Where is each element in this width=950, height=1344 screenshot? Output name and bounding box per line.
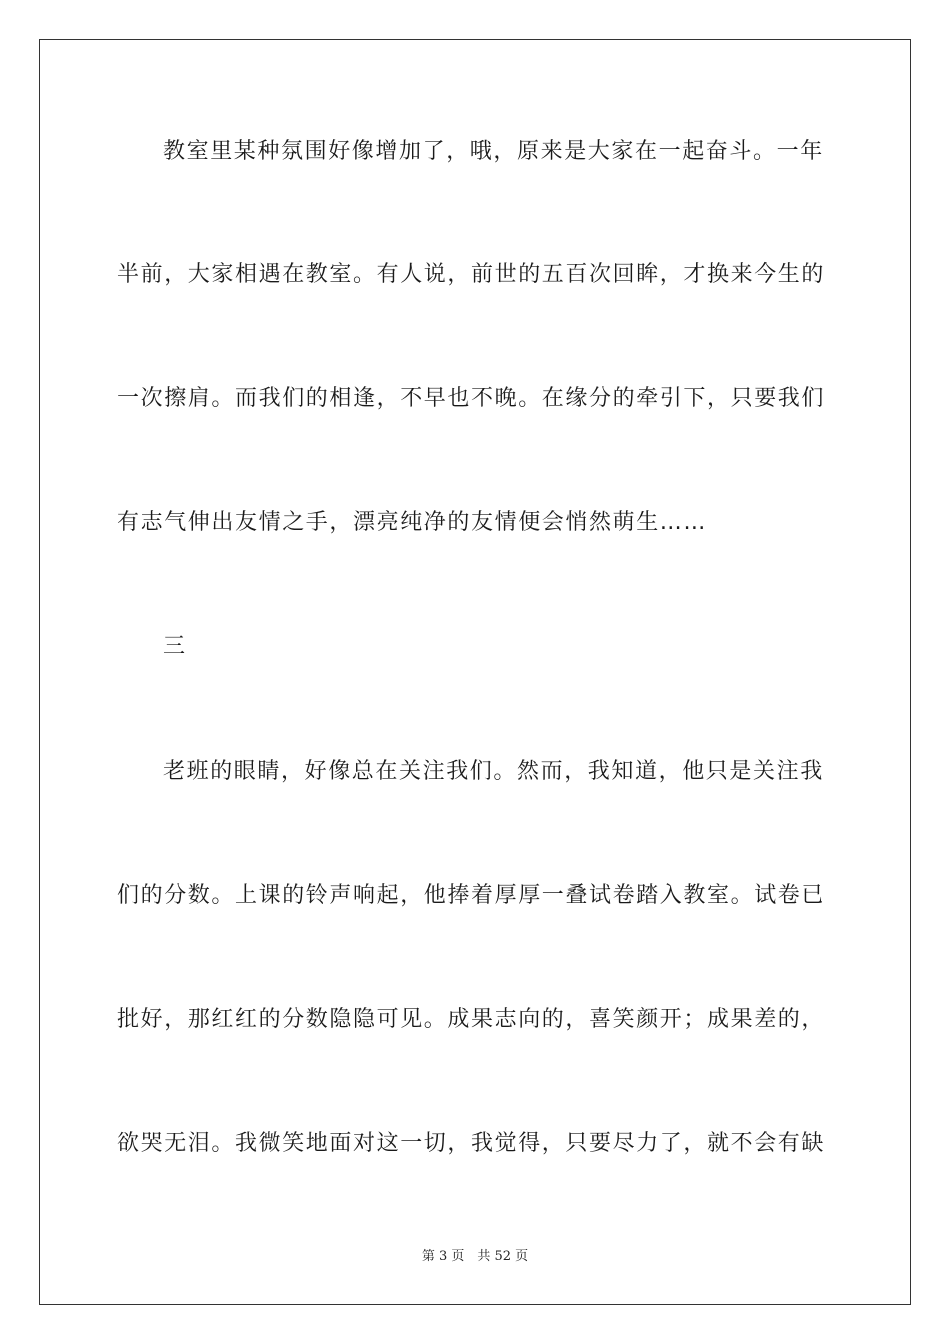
paragraph-line-7: 批好，那红红的分数隐隐可见。成果志向的，喜笑颜开；成果差的， (117, 1007, 826, 1032)
section-heading: 三 (163, 634, 187, 659)
paragraph-line-4: 有志气伸出友情之手，漂亮纯净的友情便会悄然萌生…… (117, 510, 708, 535)
paragraph-line-2: 半前，大家相遇在教室。有人说，前世的五百次回眸，才换来今生的 (117, 262, 826, 287)
paragraph-line-3: 一次擦肩。而我们的相逢，不早也不晚。在缘分的牵引下，只要我们 (117, 386, 826, 411)
paragraph-line-1: 教室里某种氛围好像增加了，哦，原来是大家在一起奋斗。一年 (163, 139, 824, 164)
page-border (39, 39, 911, 1305)
paragraph-line-8: 欲哭无泪。我微笑地面对这一切，我觉得，只要尽力了，就不会有缺 (117, 1131, 826, 1156)
page-number-footer: 第 3 页 共 52 页 (421, 1249, 529, 1264)
paragraph-line-6: 们的分数。上课的铃声响起，他捧着厚厚一叠试卷踏入教室。试卷已 (117, 883, 826, 908)
paragraph-line-5: 老班的眼睛，好像总在关注我们。然而，我知道，他只是关注我 (163, 759, 824, 784)
